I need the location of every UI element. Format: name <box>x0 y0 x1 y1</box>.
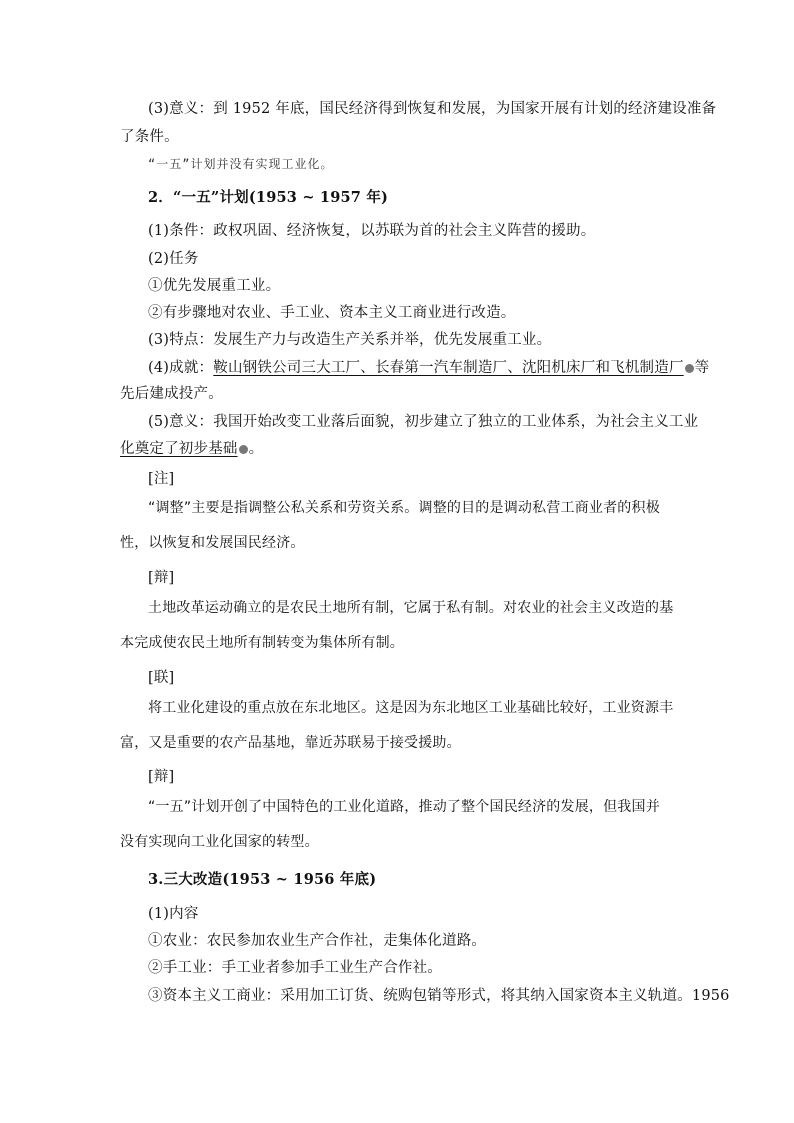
text-line: ①农业：农民参加农业生产合作社，走集体化道路。 <box>148 933 487 949</box>
annotation-marker-icon <box>239 445 248 454</box>
text-line <box>148 356 709 377</box>
note-label: [联] <box>148 670 175 686</box>
note-text: “调整”主要是指调整公私关系和劳资关系。调整的目的是调动私营工商业者的积极 <box>148 500 660 516</box>
section-heading: 3.三大改造(1953 ~ 1956 年底) <box>148 871 377 888</box>
note-text: 将工业化建设的重点放在东北地区。这是因为东北地区工业基础比较好，工业资源丰 <box>148 700 674 716</box>
note-text: 富，又是重要的农产品基地，靠近苏联易于接受援助。 <box>120 735 461 751</box>
underlined-text: 鞍山钢铁公司三大工厂、长春第一汽车制造厂、沈阳机床厂和飞机制造厂 <box>213 360 684 376</box>
section-heading: 2．“一五”计划(1953 ~ 1957 年) <box>148 189 389 206</box>
text-segment: 。 <box>248 441 264 457</box>
text-line: ①优先发展重工业。 <box>148 278 281 294</box>
text-line <box>120 437 263 458</box>
underlined-text: 化奠定了初步基础 <box>120 441 238 457</box>
text-line: (1)内容 <box>148 906 199 922</box>
text-line: 了条件。 <box>120 129 179 145</box>
text-line: (3)特点：发展生产力与改造生产关系并举，优先发展重工业。 <box>148 332 552 348</box>
note-text: 性，以恢复和发展国民经济。 <box>120 535 305 551</box>
text-segment: 等 <box>694 360 710 376</box>
annotation-marker-icon <box>685 364 694 373</box>
note-label: [辩] <box>148 769 175 785</box>
text-line: (3)意义：到 1952 年底，国民经济得到恢复和发展，为国家开展有计划的经济建设准备 <box>148 101 717 117</box>
note-text: 本完成使农民土地所有制转变为集体所有制。 <box>120 635 404 651</box>
note-text: 土地改革运动确立的是农民土地所有制，它属于私有制。对农业的社会主义改造的基 <box>148 600 674 616</box>
text-line: (1)条件：政权巩固、经济恢复，以苏联为首的社会主义阵营的援助。 <box>148 223 596 239</box>
text-line: (2)任务 <box>148 251 199 267</box>
note-label: [辩] <box>148 570 175 586</box>
note-text: “一五”计划开创了中国特色的工业化道路，推动了整个国民经济的发展，但我国并 <box>148 799 660 815</box>
text-segment: (4)成就： <box>148 360 214 376</box>
note-text: 没有实现向工业化国家的转型。 <box>120 834 319 850</box>
text-line: 先后建成投产。 <box>120 386 223 402</box>
note-label: [注] <box>148 471 175 487</box>
text-line: (5)意义：我国开始改变工业落后面貌，初步建立了独立的工业体系，为社会主义工业 <box>148 414 699 430</box>
text-line: ③资本主义工商业：采用加工订货、统购包销等形式，将其纳入国家资本主义轨道。1956 <box>148 988 730 1004</box>
text-line: ②手工业：手工业者参加手工业生产合作社。 <box>148 960 442 976</box>
text-line: ②有步骤地对农业、手工业、资本主义工商业进行改造。 <box>148 305 516 321</box>
handwritten-note: “一五”计划并没有实现工业化。 <box>148 157 334 171</box>
